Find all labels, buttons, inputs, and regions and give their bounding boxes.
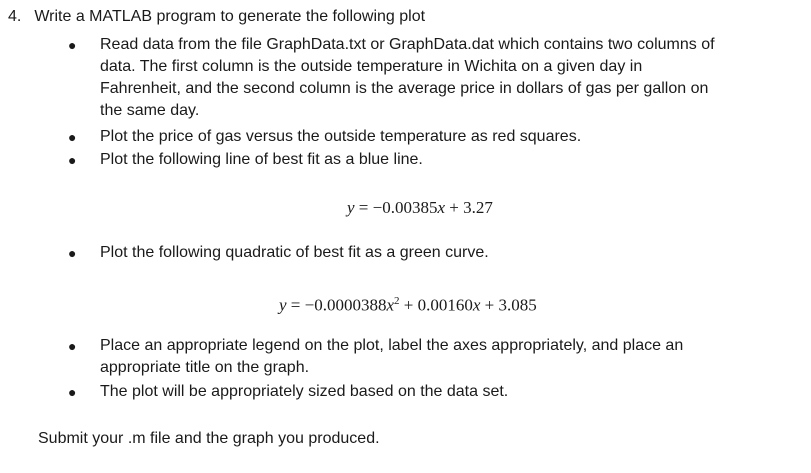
- bullet-line: Place an appropriate legend on the plot, label the axes appropriately, and place an: [100, 337, 684, 354]
- bullet-line: the same day.: [100, 102, 200, 119]
- bullet-text: [100, 34, 715, 122]
- question-header: [8, 6, 425, 28]
- question-number: 4.: [8, 8, 22, 25]
- eq-term: + 3.085: [480, 295, 537, 315]
- eq-variable: x: [472, 295, 481, 315]
- bullet-line: data. The first column is the outside temperature in Wichita on a given day in: [100, 58, 643, 75]
- eq-term: + 0.00160: [399, 295, 473, 315]
- bullet-item-legend: [68, 335, 683, 379]
- bullet-text: Plot the price of gas versus the outside temperature as red squares.: [100, 128, 582, 145]
- eq-variable: x: [437, 198, 446, 217]
- bullet-text: [100, 335, 683, 379]
- bullet-item-best-fit-line: [68, 149, 423, 171]
- bullet-icon: ●: [68, 129, 77, 145]
- bullet-icon: ●: [68, 152, 77, 168]
- bullet-line: Read data from the file GraphData.txt or GraphData.dat which contains two columns of: [100, 36, 715, 53]
- bullet-icon: ●: [68, 384, 77, 400]
- eq-variable: x: [386, 295, 395, 315]
- bullet-text: Plot the following quadratic of best fit as a green curve.: [100, 244, 489, 261]
- eq-term: = −0.00385: [354, 198, 438, 217]
- eq-exponent: 2: [394, 295, 400, 307]
- bullet-item-read-data: [68, 34, 715, 122]
- bullet-icon: ●: [68, 338, 77, 354]
- bullet-icon: ●: [68, 37, 77, 53]
- bullet-item-plot-price: [68, 126, 581, 148]
- eq-term: = −0.0000388: [286, 295, 387, 315]
- eq-term: + 3.27: [445, 198, 493, 217]
- bullet-text: Plot the following line of best fit as a blue line.: [100, 151, 423, 168]
- submission-instructions: Submit your .m file and the graph you produced.: [38, 430, 380, 447]
- equation-linear: [347, 197, 493, 219]
- eq-variable: y: [347, 198, 355, 217]
- bullet-line: Fahrenheit, and the second column is the average price in dollars of gas per gallon on: [100, 80, 709, 97]
- bullet-line: appropriate title on the graph.: [100, 359, 310, 376]
- bullet-text: The plot will be appropriately sized based on the data set.: [100, 383, 509, 400]
- eq-variable: y: [279, 295, 287, 315]
- bullet-item-quadratic: [68, 242, 489, 264]
- question-prompt: Write a MATLAB program to generate the following plot: [34, 8, 426, 25]
- equation-quadratic: [279, 290, 537, 317]
- bullet-item-sizing: [68, 381, 508, 403]
- bullet-icon: ●: [68, 245, 77, 261]
